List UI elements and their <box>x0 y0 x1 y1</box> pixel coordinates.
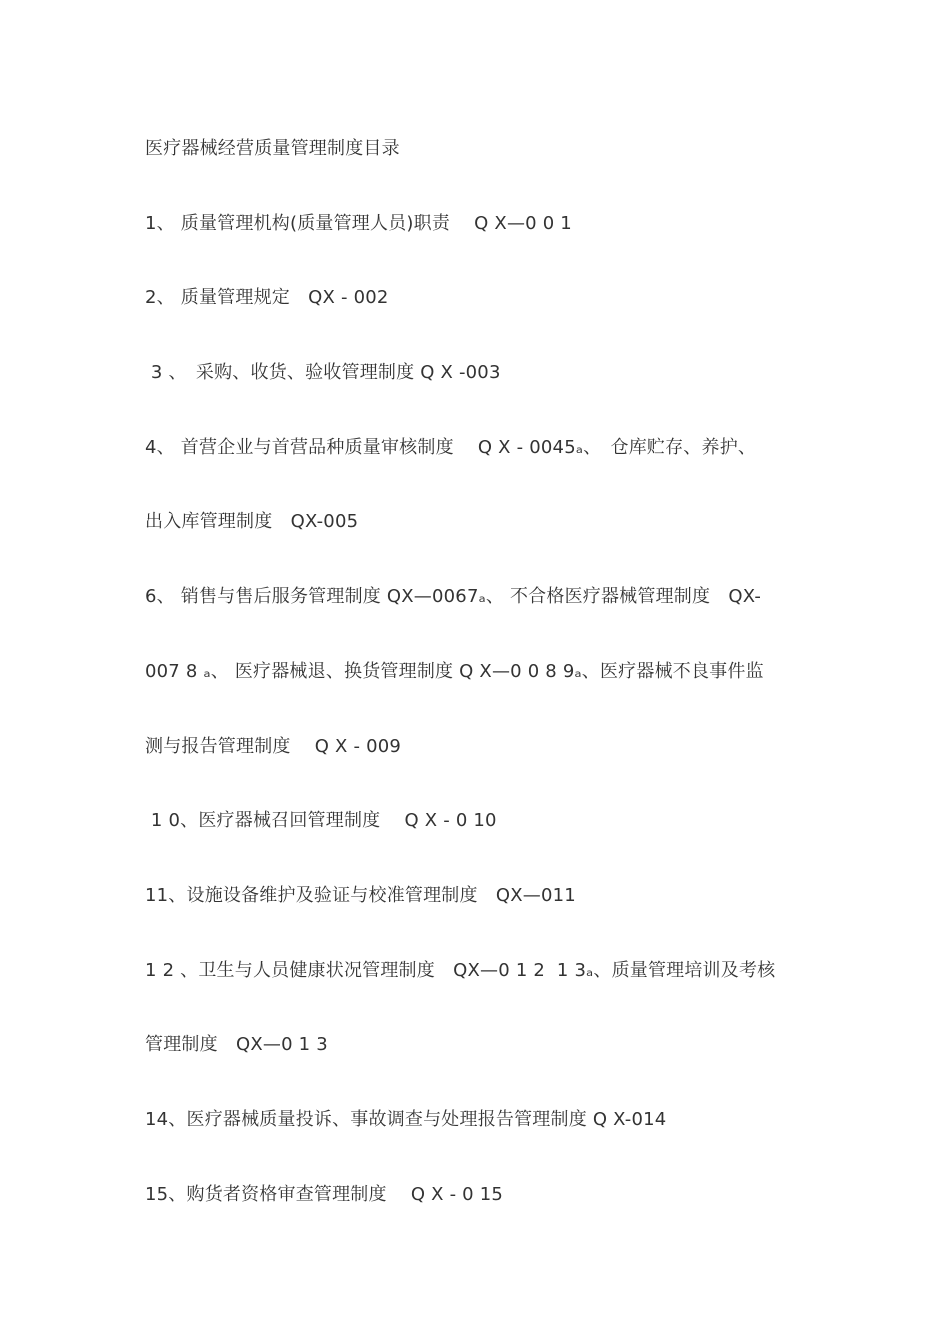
toc-line: 11、设施设备维护及验证与校准管理制度 QX—011 <box>145 884 576 906</box>
toc-line: 007 8 ₐ、 医疗器械退、换货管理制度 Q X—0 0 8 9ₐ、医疗器械不良事件监 <box>145 660 764 682</box>
toc-line: 1、 质量管理机构(质量管理人员)职责 Q X—0 0 1 <box>145 212 572 234</box>
toc-line: 15、购货者资格审查管理制度 Q X - 0 15 <box>145 1183 504 1205</box>
toc-line: 出入库管理制度 QX-005 <box>145 511 359 533</box>
toc-line: 测与报告管理制度 Q X - 009 <box>145 735 402 757</box>
toc-line: 1 0、医疗器械召回管理制度 Q X - 0 10 <box>145 810 497 832</box>
toc-line: 6、 销售与售后服务管理制度 QX—0067ₐ、 不合格医疗器械管理制度 QX- <box>145 586 762 608</box>
toc-line: 14、医疗器械质量投诉、事故调查与处理报告管理制度 Q X-014 <box>145 1108 667 1130</box>
toc-line: 4、 首营企业与首营品种质量审核制度 Q X - 0045ₐ、 仓库贮存、养护、 <box>145 436 757 458</box>
toc-line: 1 2 、卫生与人员健康状况管理制度 QX—0 1 2 1 3ₐ、质量管理培训及考核 <box>145 959 776 981</box>
document-title: 医疗器械经营质量管理制度目录 <box>145 138 400 159</box>
document-body <box>145 137 815 1257</box>
toc-line: 2、 质量管理规定 QX - 002 <box>145 287 389 309</box>
toc-line: 3 、 采购、收货、验收管理制度 Q X -003 <box>145 362 501 384</box>
toc-line: 管理制度 QX—0 1 3 <box>145 1034 328 1056</box>
